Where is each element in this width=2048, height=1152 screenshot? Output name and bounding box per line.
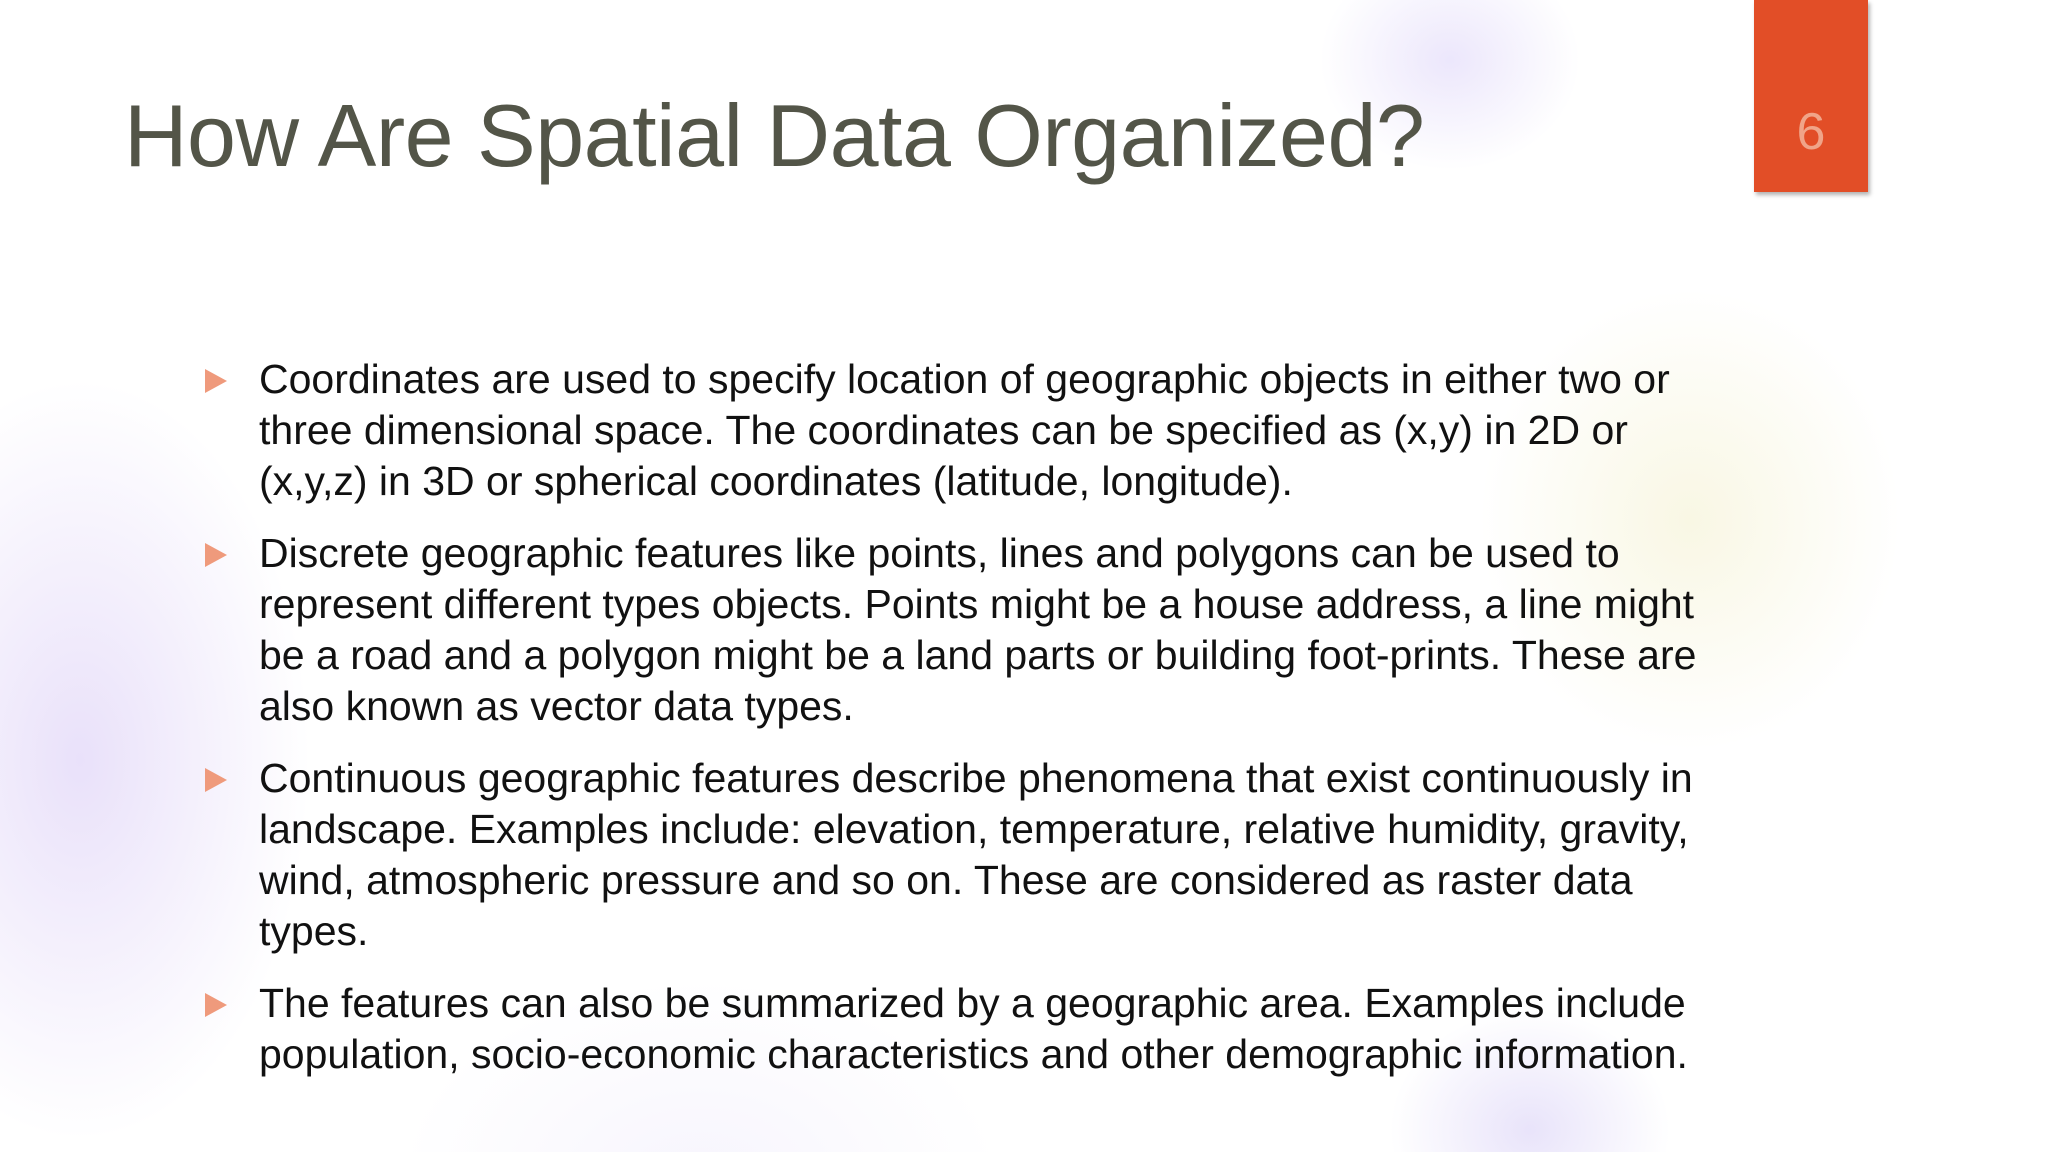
bullet-list — [200, 354, 1700, 1101]
bullet-item — [200, 978, 1700, 1080]
page-number-tab — [1754, 0, 1868, 192]
triangle-bullet-icon — [205, 993, 227, 1017]
triangle-bullet-icon — [205, 369, 227, 393]
triangle-bullet-icon — [205, 543, 227, 567]
slide-title: How Are Spatial Data Organized? — [124, 86, 1425, 185]
bullet-item — [200, 528, 1700, 732]
bullet-text: Continuous geographic features describe phenomena that exist continuously in landscape. Examples include: elevation, temperature, relative humidity, gravity, wind, atmospheric pressure and so on. These are considered as raster data types. — [259, 755, 1693, 954]
bullet-text: Discrete geographic features like points, lines and polygons can be used to represent different types objects. Points might be a house address, a line might be a road and a polygon might be a land parts or building foot-prints. These are also known as vector data types. — [259, 530, 1697, 729]
bullet-item — [200, 753, 1700, 957]
bullet-text: The features can also be summarized by a geographic area. Examples include population, socio-economic characteristics and other demographic information. — [259, 980, 1688, 1077]
page-number: 6 — [1796, 103, 1826, 161]
bullet-item — [200, 354, 1700, 507]
bullet-text: Coordinates are used to specify location of geographic objects in either two or three dimensional space. The coordinates can be specified as (x,y) in 2D or (x,y,z) in 3D or spherical coordinates (latitude, longitude). — [259, 356, 1670, 504]
triangle-bullet-icon — [205, 768, 227, 792]
